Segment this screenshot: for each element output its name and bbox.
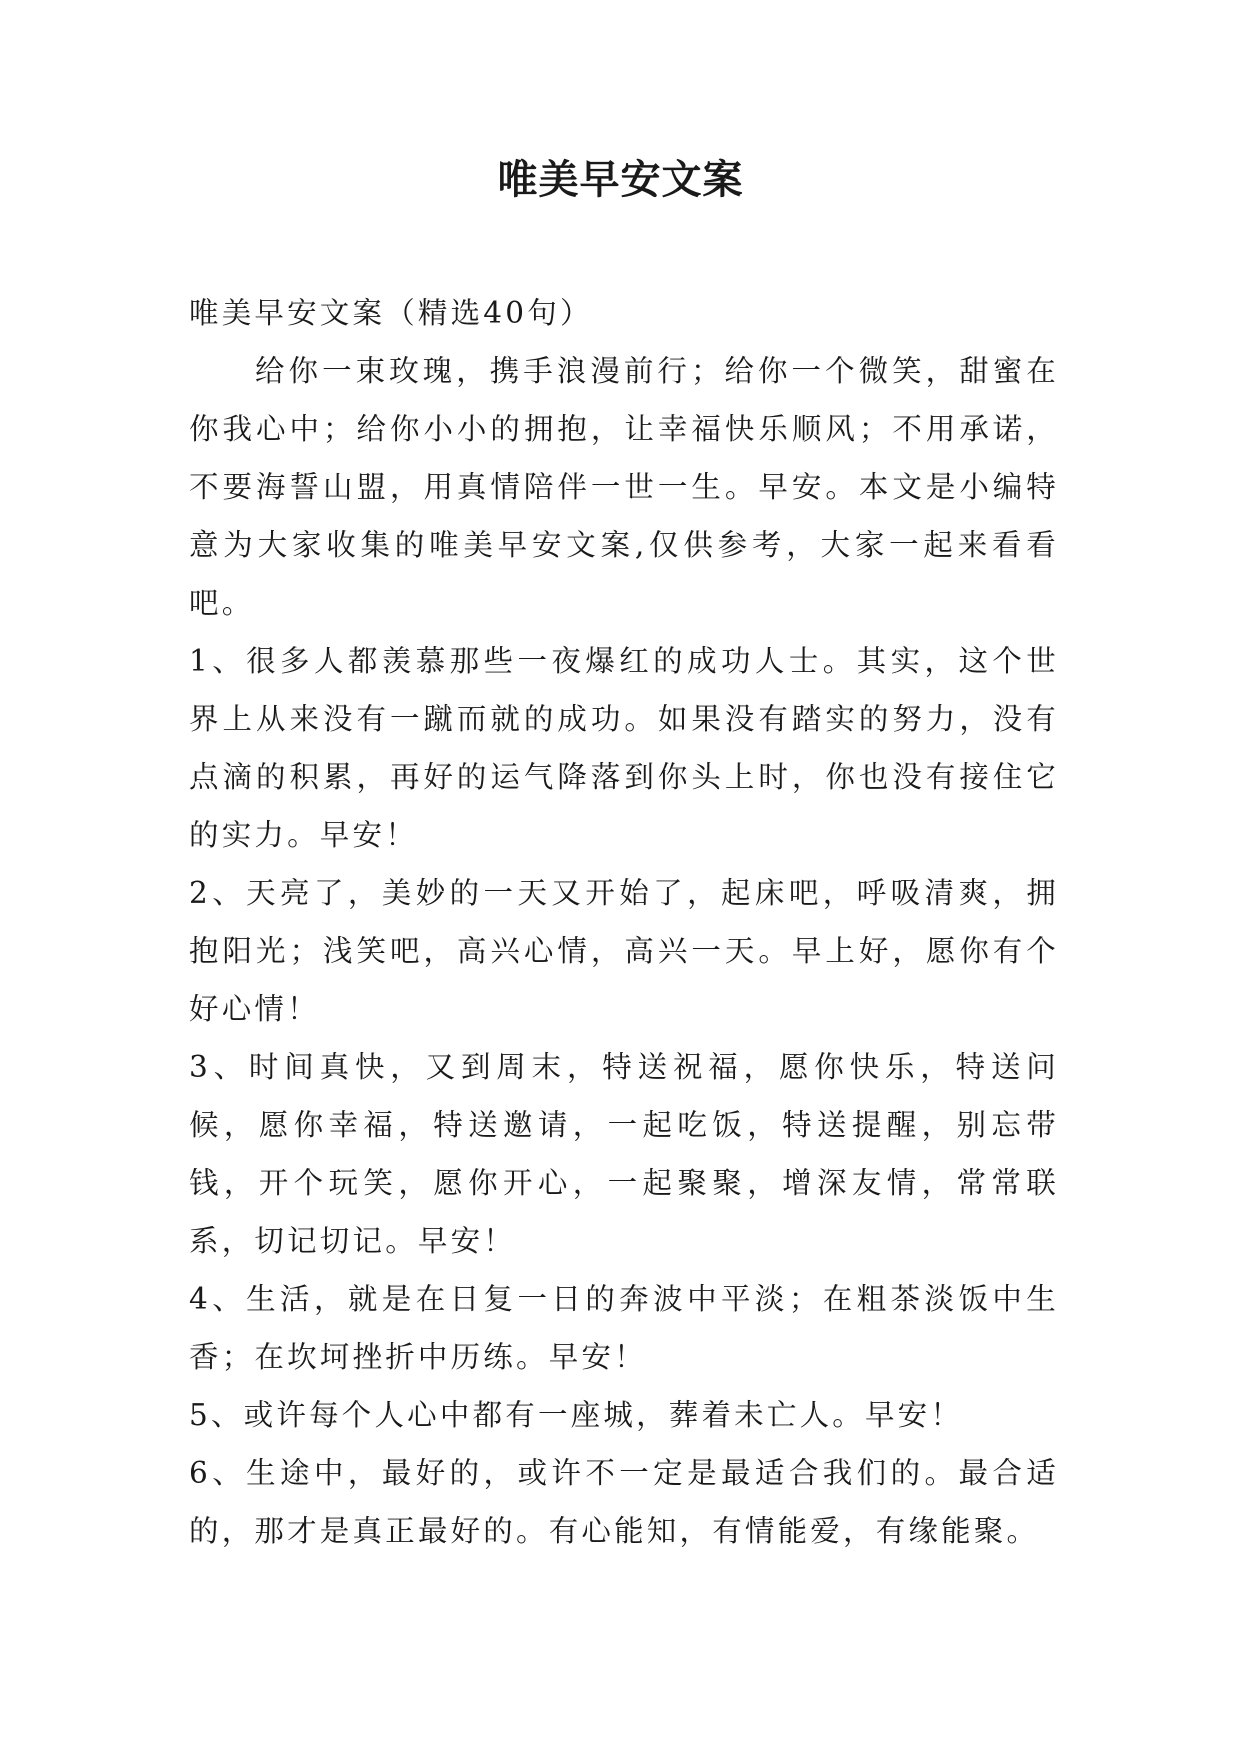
document-body: [189, 284, 1059, 1560]
quote-item-1: 1、很多人都羡慕那些一夜爆红的成功人士。其实，这个世界上从来没有一蹴而就的成功。如果没有踏实的努力，没有点滴的积累，再好的运气降落到你头上时，你也没有接住它的实力。早安！: [189, 644, 1059, 852]
quote-item-3: 3、时间真快，又到周末，特送祝福，愿你快乐，特送问候，愿你幸福，特送邀请，一起吃饭，特送提醒，别忘带钱，开个玩笑，愿你开心，一起聚聚，增深友情，常常联系，切记切记。早安！: [189, 1050, 1059, 1258]
subtitle-paragraph: 唯美早安文案（精选40句）: [189, 296, 593, 330]
quote-item-5: 5、或许每个人心中都有一座城，葬着未亡人。早安！: [189, 1398, 964, 1432]
document-title: 唯美早安文案: [497, 156, 744, 203]
intro-paragraph: 给你一束玫瑰，携手浪漫前行；给你一个微笑，甜蜜在你我心中；给你小小的拥抱，让幸福快乐顺风；不用承诺，不要海誓山盟，用真情陪伴一世一生。早安。本文是小编特意为大家收集的唯美早安文案,仅供参考，大家一起来看看吧。: [189, 354, 1059, 620]
quote-item-4: 4、生活，就是在日复一日的奔波中平淡；在粗茶淡饭中生香；在坎坷挫折中历练。早安！: [189, 1282, 1059, 1374]
quote-item-6: 6、生途中，最好的，或许不一定是最适合我们的。最合适的，那才是真正最好的。有心能知，有情能爱，有缘能聚。: [189, 1456, 1059, 1548]
quote-item-2: 2、天亮了，美妙的一天又开始了，起床吧，呼吸清爽，拥抱阳光；浅笑吧，高兴心情，高兴一天。早上好，愿你有个好心情！: [189, 876, 1059, 1026]
